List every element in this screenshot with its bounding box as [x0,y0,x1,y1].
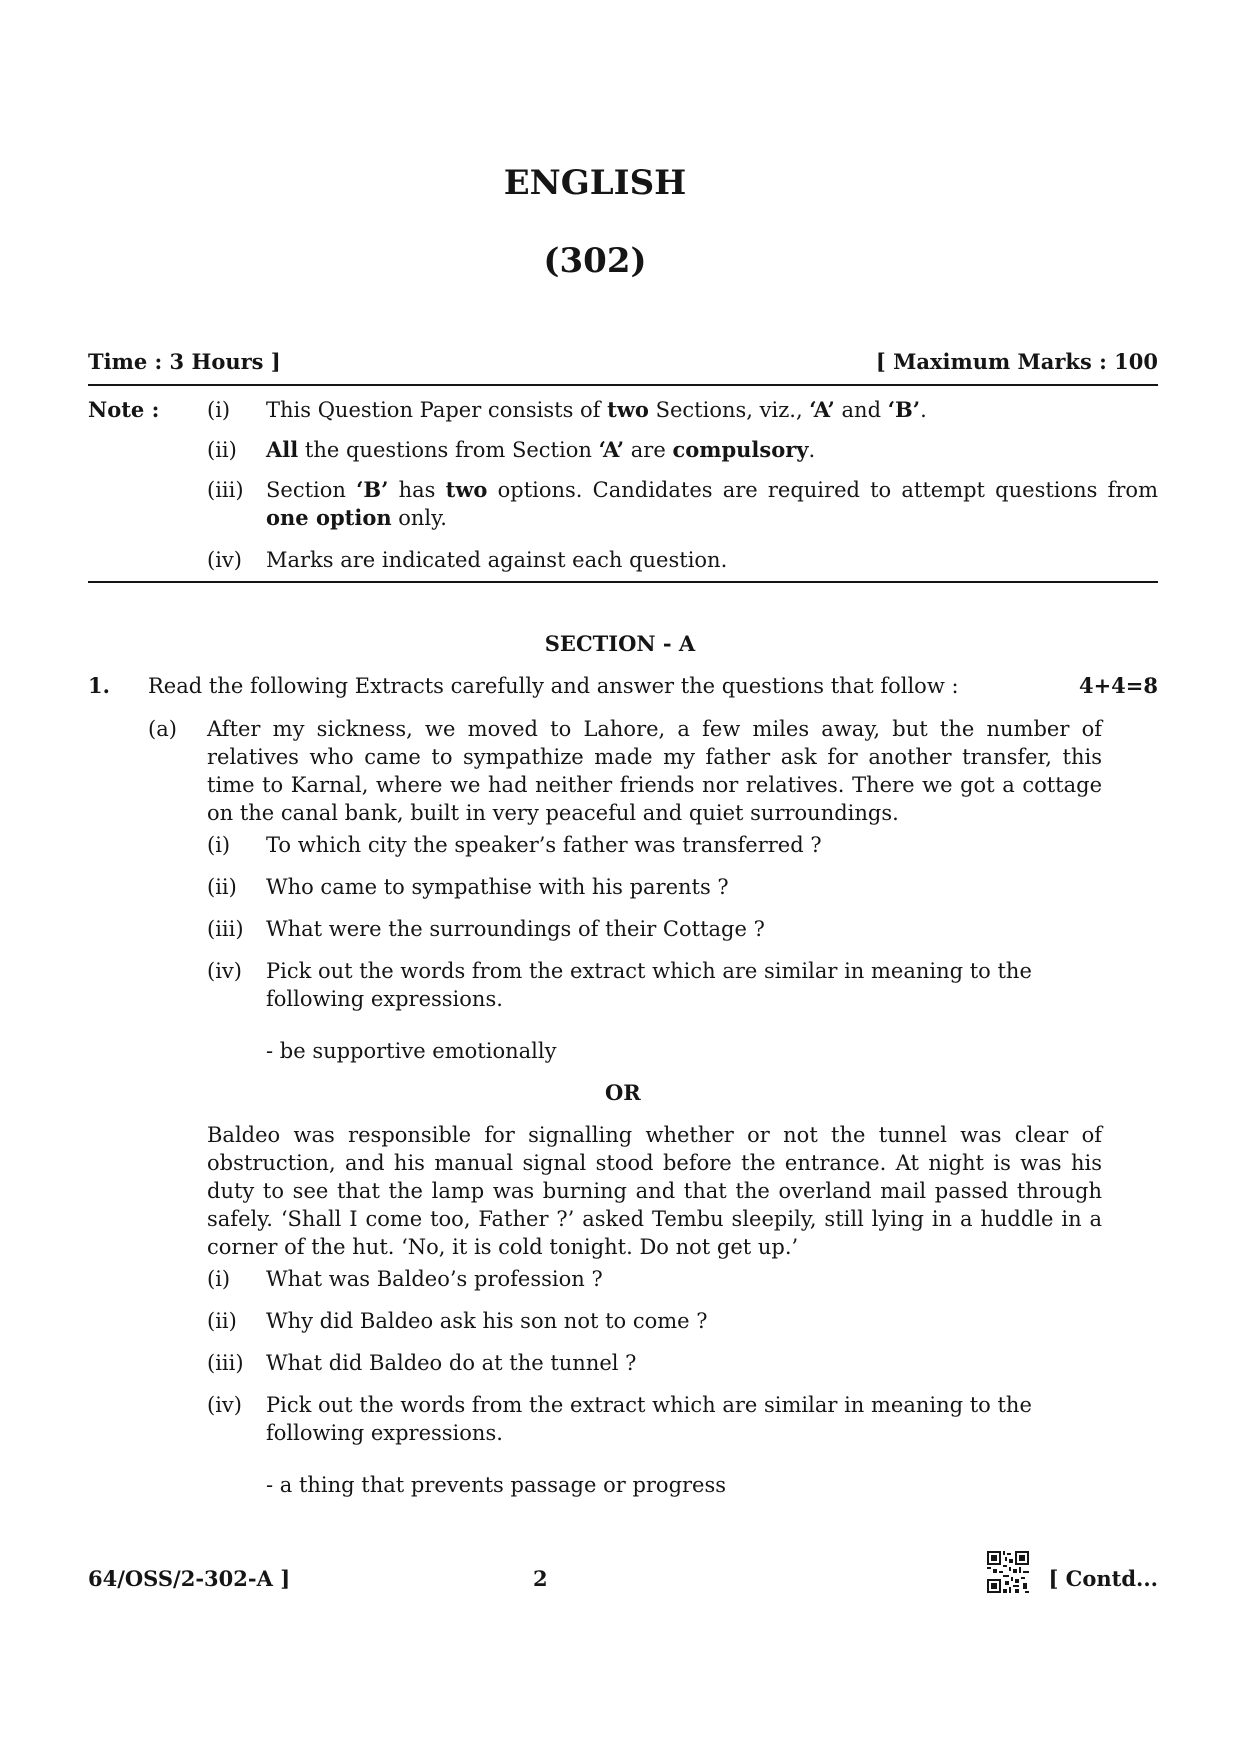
extract-1: After my sickness, we moved to Lahore, a few miles away, but the number of relatives who came to sympathize made my father ask for another transfer, this time to Karnal, where we had neither friends nor relatives. There we got a cottage on the canal bank, built in very peaceful and quiet surroundings. [207,717,1102,825]
sub-question-text: Why did Baldeo ask his son not to come ? [266,1309,708,1333]
sub-question-text: Who came to sympathise with his parents ? [266,875,729,899]
question-instruction: Read the following Extracts carefully and answer the questions that follow : [148,674,959,698]
question-number: 1. [88,673,110,698]
note-item-text: All the questions from Section ‘A’ are compulsory. [266,437,816,462]
note-rule [88,581,1158,583]
note-item-number: (iv) [207,548,242,572]
section-title: SECTION - A [544,631,696,656]
paper-code: 64/OSS/2-302-A ] [88,1566,291,1591]
sub-question-text: What was Baldeo’s profession ? [266,1267,603,1291]
qr-code-icon [987,1551,1029,1593]
sub-question-number: (iv) [207,1393,242,1417]
note-item-number: (i) [207,398,231,422]
sub-question-number: (i) [207,833,231,857]
note-item-number: (ii) [207,438,237,462]
note-item-text: Marks are indicated against each question. [266,548,728,572]
sub-question-text: What did Baldeo do at the tunnel ? [266,1351,637,1375]
page-number: 2 [533,1566,548,1591]
sub-question-number: (iii) [207,917,244,941]
expression-1: - be supportive emotionally [266,1039,557,1063]
sub-question-text: To which city the speaker’s father was transferred ? [266,833,822,857]
continued-label: [ Contd... [1048,1566,1158,1591]
sub-question-number: (ii) [207,1309,237,1333]
note-item-text: Section ‘B’ has two options. Candidates are required to attempt questions from one option only. [266,477,1158,530]
note-label: Note : [88,397,160,422]
note-item-number: (iii) [207,478,244,502]
sub-question-text: Pick out the words from the extract which are similar in meaning to the following expressions. [266,1393,1032,1445]
extract-2: Baldeo was responsible for signalling whether or not the tunnel was clear of obstruction, and his manual signal stood before the entrance. At night is was his duty to see that the lamp was burning and that the overland mail passed through safely. ‘Shall I come too, Father ?’ asked Tembu sleepily, still lying in a huddle in a corner of the hut. ‘No, it is cold tonight. Do not get up.’ [207,1123,1102,1259]
sub-question-number: (iv) [207,959,242,983]
sub-question-number: (i) [207,1267,231,1291]
sub-question-number: (iii) [207,1351,244,1375]
sub-question-number: (ii) [207,875,237,899]
question-marks: 4+4=8 [1078,673,1158,698]
max-marks-label: [ Maximum Marks : 100 [875,349,1158,374]
sub-question-text: What were the surroundings of their Cottage ? [266,917,765,941]
subject-title: ENGLISH [503,163,687,203]
top-rule [88,384,1158,386]
time-label: Time : 3 Hours ] [88,349,281,374]
note-item-text: This Question Paper consists of two Sections, viz., ‘A’ and ‘B’. [266,397,927,422]
expression-2: - a thing that prevents passage or progress [266,1473,727,1497]
part-label: (a) [148,717,177,741]
sub-question-text: Pick out the words from the extract which are similar in meaning to the following expressions. [266,959,1032,1011]
subject-code: (302) [543,241,647,281]
or-separator: OR [605,1080,641,1105]
